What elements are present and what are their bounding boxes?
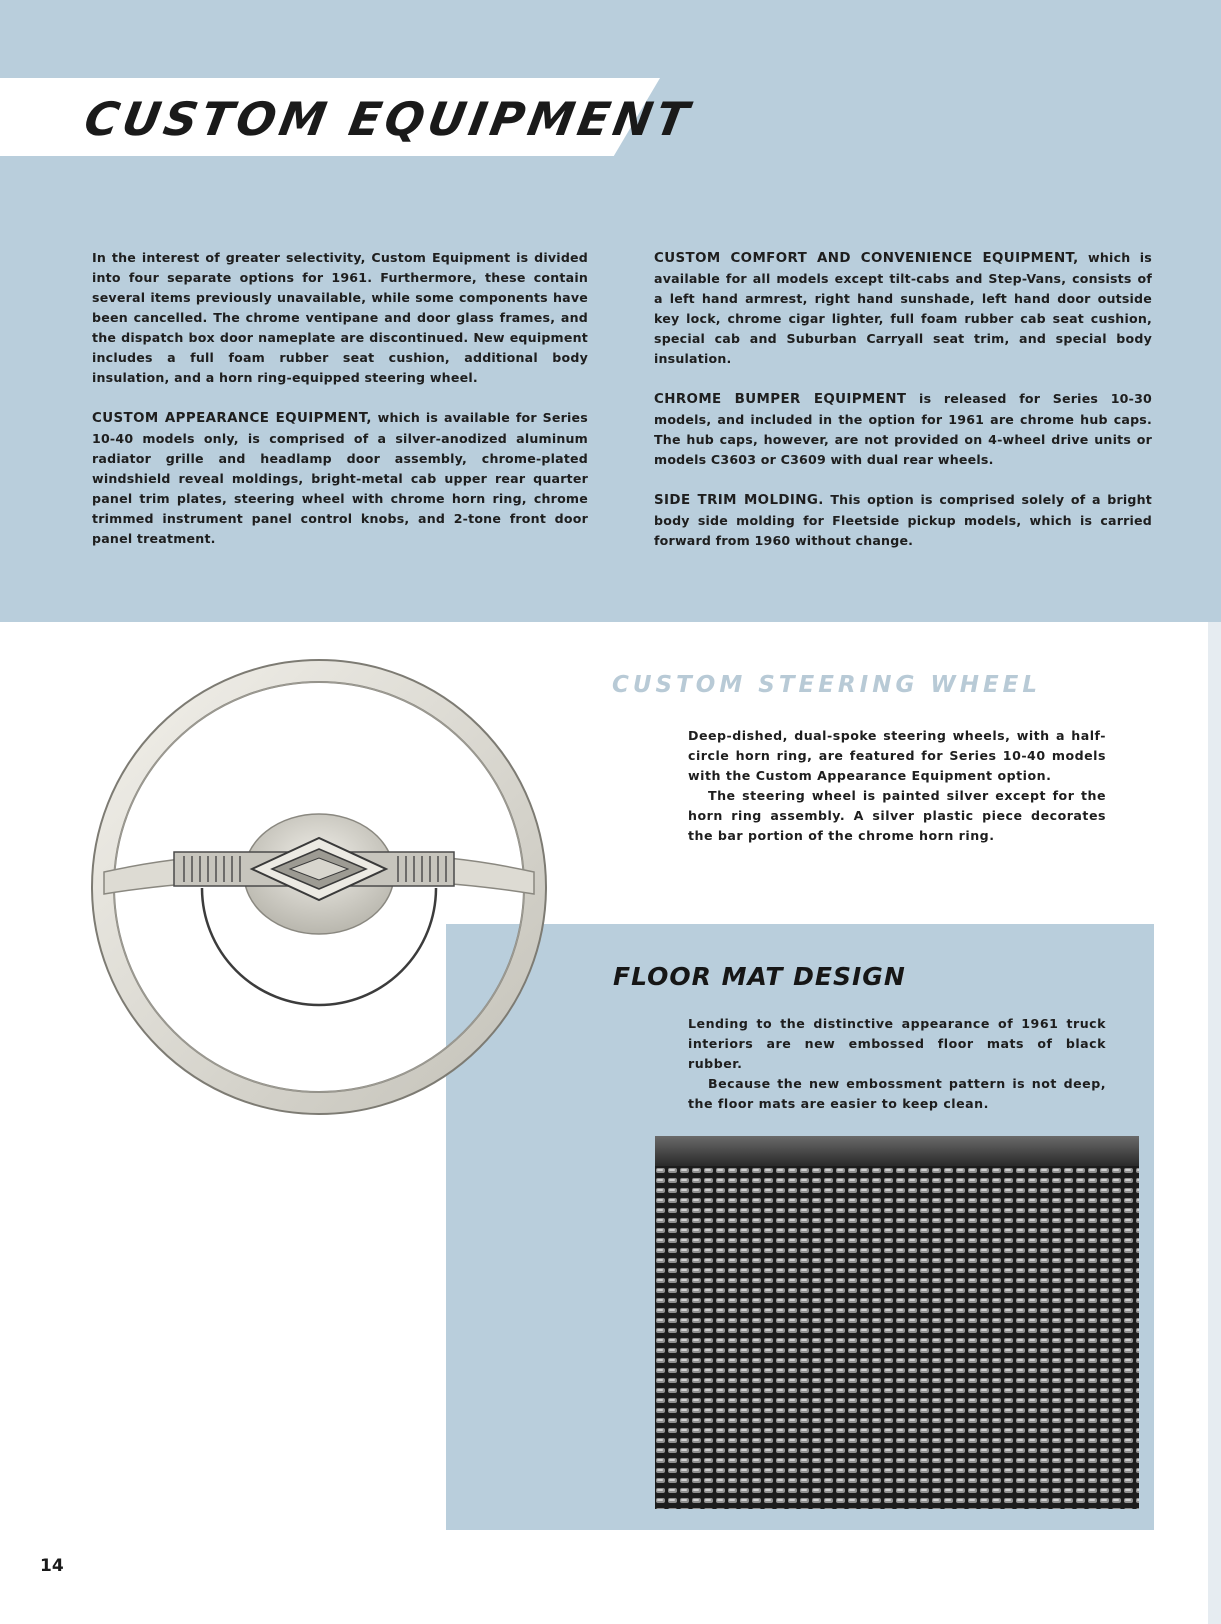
comfort-text: which is available for all models except tilt-cabs and Step-Vans, consists of a left hand armrest, right hand sunshade, left hand door outside key lock, chrome cigar lighter, full foam rubber cab seat cushion, special cab and Suburban Carryall seat trim, and special body insulation.: [654, 250, 1153, 366]
appearance-paragraph: [92, 408, 588, 549]
floor-paragraph-1: Lending to the distinctive appearance of 1961 truck interiors are new embossed floor mats of black rubber.: [688, 1016, 1106, 1071]
bumper-text: is released for Series 10-30 models, and included in the option for 1961 are chrome hub caps. The hub caps, however, are not provided on 4-wheel drive units or models C3603 or C3609 with dual rear wheels.: [654, 391, 1153, 467]
bumper-paragraph: [654, 389, 1152, 470]
floor-mat-heading: FLOOR MAT DESIGN: [613, 962, 906, 991]
bumper-lead: CHROME BUMPER EQUIPMENT: [654, 392, 907, 407]
side-trim-paragraph: [654, 490, 1152, 551]
side-trim-lead: SIDE TRIM MOLDING.: [654, 493, 824, 508]
left-column: [92, 248, 588, 569]
steering-wheel-photo: [84, 652, 554, 1122]
page-title: CUSTOM EQUIPMENT: [80, 92, 697, 146]
floor-paragraph-2: Because the new embossment pattern is not deep, the floor mats are easier to keep clean.: [688, 1076, 1106, 1111]
steering-paragraph-2: The steering wheel is painted silver except for the horn ring assembly. A silver plastic piece decorates the bar portion of the chrome horn ring.: [688, 788, 1106, 843]
floor-mat-description: [688, 1014, 1106, 1114]
steering-wheel-description: [688, 726, 1106, 846]
appearance-text: which is available for Series 10-40 models only, is comprised of a silver-anodized aluminum radiator grille and headlamp door assembly, chrome-plated windshield reveal moldings, bright-metal cab upper rear quarter panel trim plates, steering wheel with chrome horn ring, chrome trimmed instrument panel control knobs, and 2-tone front door panel treatment.: [92, 410, 588, 546]
steering-paragraph-1: Deep-dished, dual-spoke steering wheels, with a half-circle horn ring, are featured for Series 10-40 models with the Custom Appearance Equipment option.: [688, 728, 1106, 783]
floor-mat-photo: [655, 1136, 1139, 1509]
intro-paragraph: In the interest of greater selectivity, Custom Equipment is divided into four separate options for 1961. Furthermore, these contain several items previously unavailable, while some components have been cancelled. The chrome ventipane and door glass frames, and the dispatch box door nameplate are discontinued. New equipment includes a full foam rubber seat cushion, additional body insulation, and a horn ring-equipped steering wheel.: [92, 250, 588, 385]
appearance-lead: CUSTOM APPEARANCE EQUIPMENT,: [92, 411, 372, 426]
page-number: 14: [40, 1556, 64, 1576]
page-edge-strip: [1208, 622, 1221, 1624]
comfort-paragraph: [654, 248, 1152, 369]
right-column: [654, 248, 1152, 571]
steering-wheel-heading: CUSTOM STEERING WHEEL: [612, 672, 1042, 698]
side-trim-text: This option is comprised solely of a bright body side molding for Fleetside pickup models, which is carried forward from 1960 without change.: [654, 492, 1153, 548]
comfort-lead: CUSTOM COMFORT AND CONVENIENCE EQUIPMENT,: [654, 251, 1079, 266]
